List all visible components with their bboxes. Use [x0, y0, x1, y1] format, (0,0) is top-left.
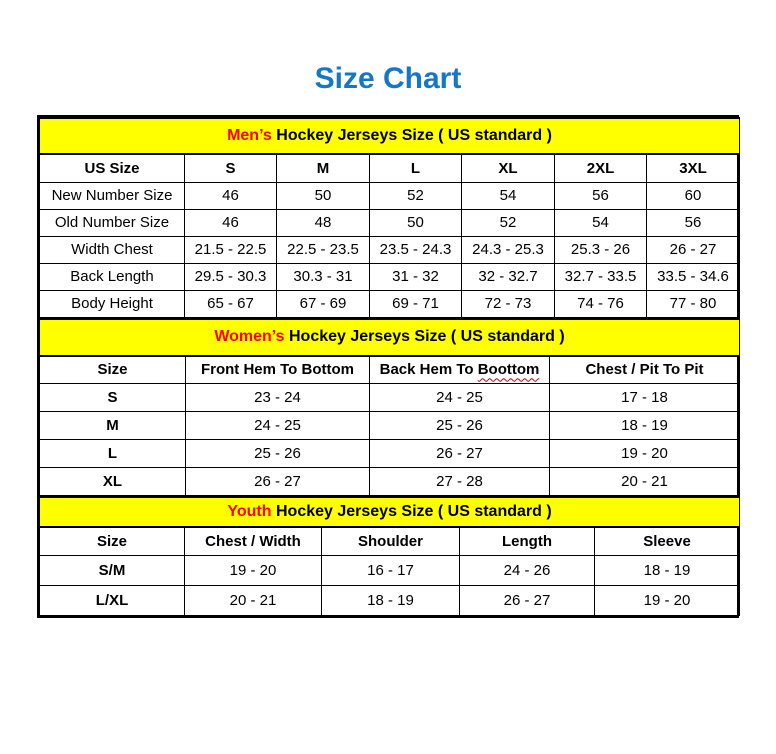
- value-cell: 24 - 25: [186, 412, 370, 440]
- value-cell: 23 - 24: [186, 384, 370, 412]
- value-cell: 65 - 67: [185, 290, 277, 317]
- column-header-length: Length: [460, 527, 595, 555]
- value-cell: 54: [462, 182, 555, 209]
- value-cell: 24 - 26: [460, 555, 595, 585]
- youth-header-row: [40, 527, 740, 555]
- value-cell: 27 - 28: [370, 468, 550, 496]
- value-cell: 31 - 32: [370, 263, 462, 290]
- row-label-cell: Width Chest: [40, 236, 185, 263]
- value-cell: 67 - 69: [277, 290, 370, 317]
- womens-size-table: [39, 318, 740, 497]
- row-label-cell: L: [40, 440, 186, 468]
- mens-header-row: [40, 154, 740, 182]
- value-cell: 72 - 73: [462, 290, 555, 317]
- row-label-cell: S: [40, 384, 186, 412]
- table-row: [40, 263, 740, 290]
- page-title: Size Chart: [314, 62, 462, 95]
- table-row: [40, 182, 740, 209]
- column-header-sleeve: Sleeve: [595, 527, 740, 555]
- youth-banner-row: [40, 497, 740, 527]
- value-cell: 25.3 - 26: [555, 236, 647, 263]
- row-label-cell: L/XL: [40, 585, 185, 615]
- column-header-chest-width: Chest / Width: [185, 527, 322, 555]
- row-label-cell: New Number Size: [40, 182, 185, 209]
- row-label-cell: S/M: [40, 555, 185, 585]
- value-cell: 50: [370, 209, 462, 236]
- column-header-front-hem: Front Hem To Bottom: [186, 356, 370, 384]
- value-cell: 52: [462, 209, 555, 236]
- youth-banner-text: Hockey Jerseys Size ( US standard ): [275, 503, 552, 520]
- value-cell: 56: [647, 209, 740, 236]
- value-cell: 46: [185, 209, 277, 236]
- column-header-3xl: 3XL: [647, 154, 740, 182]
- youth-banner: [40, 497, 740, 527]
- womens-header-row: [40, 356, 740, 384]
- value-cell: 22.5 - 23.5: [277, 236, 370, 263]
- table-row: [40, 290, 740, 317]
- youth-size-table: [39, 496, 740, 616]
- column-header-s: S: [185, 154, 277, 182]
- table-row: [40, 384, 740, 412]
- value-cell: 19 - 20: [185, 555, 322, 585]
- value-cell: 25 - 26: [186, 440, 370, 468]
- value-cell: 46: [185, 182, 277, 209]
- value-cell: 30.3 - 31: [277, 263, 370, 290]
- value-cell: 23.5 - 24.3: [370, 236, 462, 263]
- table-row: [40, 468, 740, 496]
- value-cell: 24.3 - 25.3: [462, 236, 555, 263]
- value-cell: 33.5 - 34.6: [647, 263, 740, 290]
- table-row: [40, 209, 740, 236]
- value-cell: 16 - 17: [322, 555, 460, 585]
- value-cell: 26 - 27: [647, 236, 740, 263]
- value-cell: 50: [277, 182, 370, 209]
- value-cell: 24 - 25: [370, 384, 550, 412]
- value-cell: 69 - 71: [370, 290, 462, 317]
- column-header-shoulder: Shoulder: [322, 527, 460, 555]
- row-label-cell: Old Number Size: [40, 209, 185, 236]
- column-header-size: Size: [40, 527, 185, 555]
- column-header-m: M: [277, 154, 370, 182]
- row-label-cell: XL: [40, 468, 186, 496]
- column-header-back-hem: [370, 356, 550, 384]
- table-row: [40, 412, 740, 440]
- mens-banner-highlight: Men’s: [227, 127, 272, 144]
- size-chart-container: [37, 115, 739, 618]
- value-cell: 20 - 21: [550, 468, 740, 496]
- value-cell: 20 - 21: [185, 585, 322, 615]
- value-cell: 19 - 20: [550, 440, 740, 468]
- column-header-l: L: [370, 154, 462, 182]
- column-header-us-size: US Size: [40, 154, 185, 182]
- value-cell: 17 - 18: [550, 384, 740, 412]
- value-cell: 19 - 20: [595, 585, 740, 615]
- value-cell: 48: [277, 209, 370, 236]
- mens-banner-row: [40, 118, 740, 154]
- youth-banner-highlight: Youth: [227, 503, 272, 520]
- column-header-chest-pit: Chest / Pit To Pit: [550, 356, 740, 384]
- value-cell: 60: [647, 182, 740, 209]
- value-cell: 18 - 19: [595, 555, 740, 585]
- value-cell: 29.5 - 30.3: [185, 263, 277, 290]
- value-cell: 26 - 27: [370, 440, 550, 468]
- value-cell: 18 - 19: [322, 585, 460, 615]
- table-row: [40, 585, 740, 615]
- table-row: [40, 440, 740, 468]
- womens-banner-text: Hockey Jerseys Size ( US standard ): [289, 328, 565, 345]
- row-label-cell: M: [40, 412, 186, 440]
- column-header-size: Size: [40, 356, 186, 384]
- column-header-2xl: 2XL: [555, 154, 647, 182]
- mens-banner-text: Hockey Jerseys Size ( US standard ): [276, 127, 552, 144]
- value-cell: 26 - 27: [460, 585, 595, 615]
- value-cell: 32.7 - 33.5: [555, 263, 647, 290]
- value-cell: 54: [555, 209, 647, 236]
- value-cell: 74 - 76: [555, 290, 647, 317]
- value-cell: 26 - 27: [186, 468, 370, 496]
- womens-banner-row: [40, 319, 740, 356]
- table-row: [40, 236, 740, 263]
- value-cell: 32 - 32.7: [462, 263, 555, 290]
- value-cell: 25 - 26: [370, 412, 550, 440]
- value-cell: 18 - 19: [550, 412, 740, 440]
- row-label-cell: Body Height: [40, 290, 185, 317]
- value-cell: 77 - 80: [647, 290, 740, 317]
- value-cell: 56: [555, 182, 647, 209]
- value-cell: 21.5 - 22.5: [185, 236, 277, 263]
- womens-banner: [40, 319, 740, 356]
- table-row: [40, 555, 740, 585]
- column-header-xl: XL: [462, 154, 555, 182]
- womens-banner-highlight: Women’s: [214, 328, 285, 345]
- mens-banner: [40, 118, 740, 154]
- mens-size-table: [39, 117, 740, 318]
- row-label-cell: Back Length: [40, 263, 185, 290]
- value-cell: 52: [370, 182, 462, 209]
- back-hem-prefix: Back Hem To: [379, 361, 474, 379]
- back-hem-misspelled-word: Boottom: [477, 361, 540, 379]
